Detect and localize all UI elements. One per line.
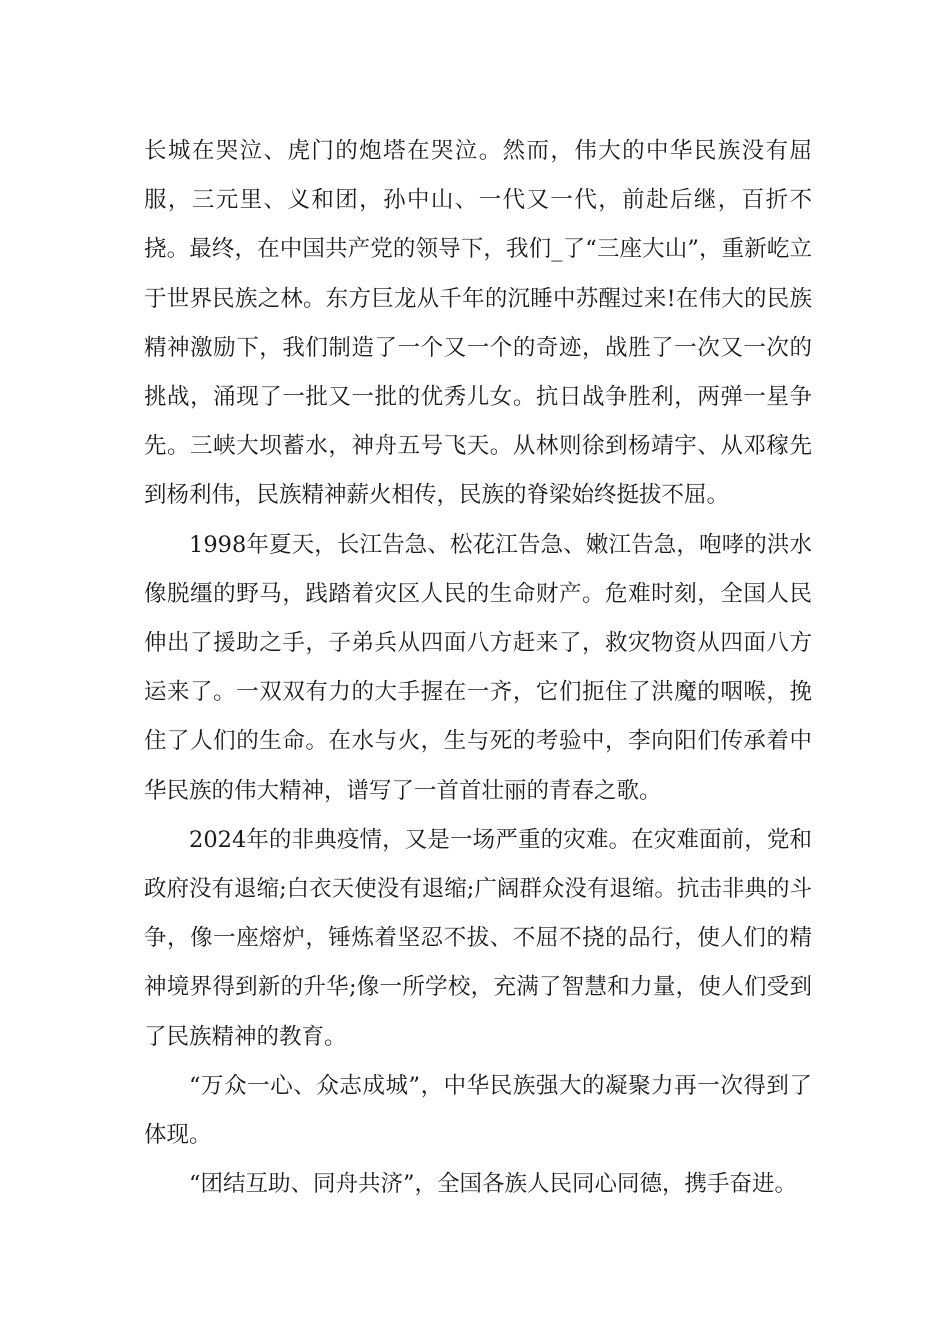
body-text [144,127,812,1209]
paragraph-3: 2024年的非典疫情，又是一场严重的灾难。在灾难面前，党和政府没有退缩;白衣天使没有退缩;广阔群众没有退缩。抗击非典的斗争，像一座熔炉，锤炼着坚忍不拔、不屈不挠的品行，使人们的精神境界得到新的升华;像一所学校，充满了智慧和力量，使人们受到了民族精神的教育。 [144,826,812,1050]
paragraph-2: 1998年夏天，长江告急、松花江告急、嫩江告急，咆哮的洪水像脱缰的野马，践踏着灾区人民的生命财产。危难时刻，全国人民伸出了援助之手，子弟兵从四面八方赶来了，救灾物资从四面八方运来了。一双双有力的大手握在一齐，它们扼住了洪魔的咽喉，挽住了人们的生命。在水与火，生与死的考验中，李向阳们传承着中华民族的伟大精神，谱写了一首首壮丽的青春之歌。 [144,531,812,804]
paragraph-5: “团结互助、同舟共济”，全国各族人民同心同德，携手奋进。 [189,1171,798,1198]
paragraph-4: “万众一心、众志成城”，中华民族强大的凝聚力再一次得到了体现。 [144,1072,812,1149]
paragraph-1: 长城在哭泣、虎门的炮塔在哭泣。然而，伟大的中华民族没有屈服，三元里、义和团，孙中山、一代又一代，前赴后继，百折不挠。最终，在中国共产党的领导下，我们_了“三座大山”，重新屹立于世界民族之林。东方巨龙从千年的沉睡中苏醒过来!在伟大的民族精神激励下，我们制造了一个又一个的奇迹，战胜了一次又一次的挑战，涌现了一批又一批的优秀儿女。抗日战争胜利，两弹一星争先。三峡大坝蓄水，神舟五号飞天。从林则徐到杨靖宇、从邓稼先到杨利伟，民族精神薪火相传，民族的脊梁始终挺拔不屈。 [144,138,812,509]
